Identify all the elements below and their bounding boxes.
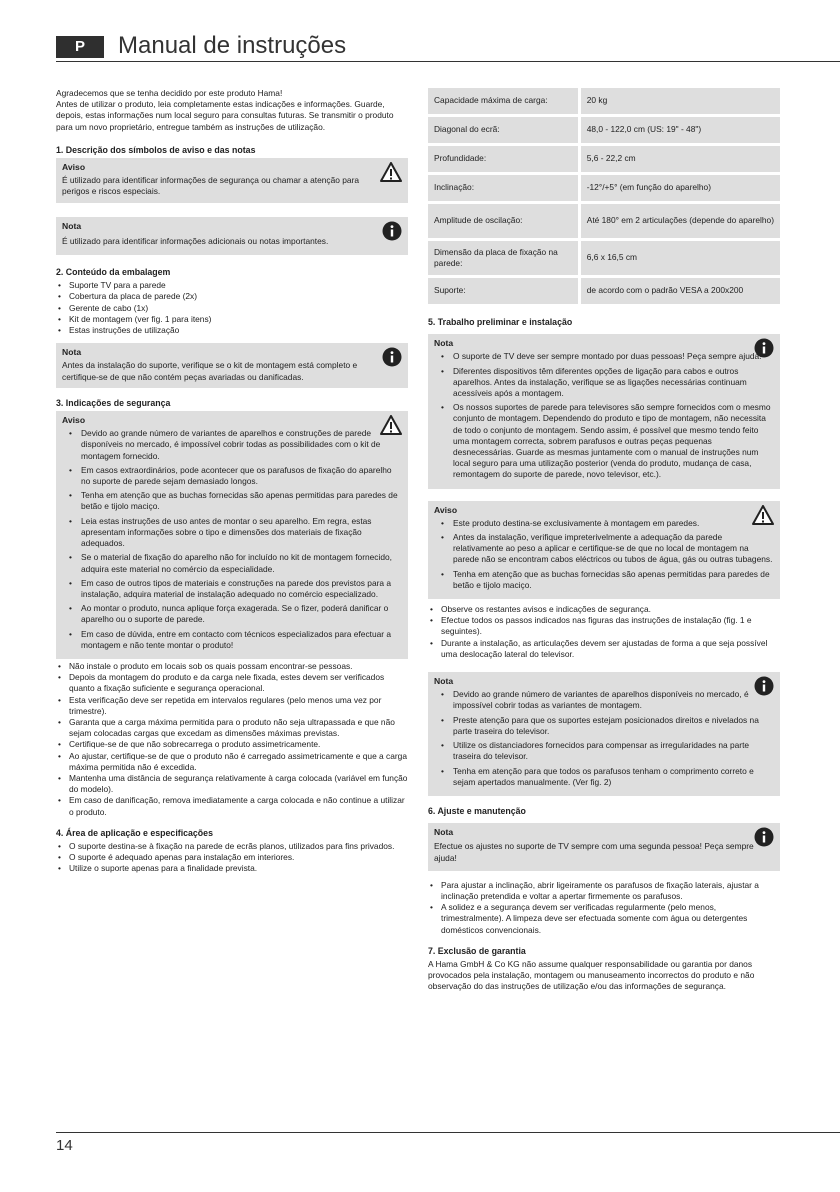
spec-value: 48,0 - 122,0 cm (US: 19" - 48"): [579, 116, 780, 145]
section-6-heading: 6. Ajuste e manutenção: [428, 805, 526, 816]
list-item: • Durante a instalação, as articulações devem ser ajustadas de forma a que seja possível uma deslocação lateral do televisor.: [428, 638, 780, 660]
info-icon: [382, 347, 402, 370]
safety-list: [56, 661, 408, 818]
list-item: • Efectue todos os passos indicados nas figuras das instruções de instalação (fig. 1 e seguintes).: [428, 615, 780, 637]
list-item: • Em casos extraordinários, pode acontecer que os parafusos de fixação do aparelho no suporte de parede sejam demasiado longos.: [62, 465, 402, 487]
warning-box-title: Aviso: [434, 504, 458, 515]
section-2-heading: 2. Conteúdo da embalagem: [56, 267, 171, 278]
spec-key: Amplitude de oscilação:: [428, 203, 579, 240]
note-box: [428, 672, 780, 796]
page-title: Manual de instruções: [118, 32, 347, 59]
list-item: • Em caso de dúvida, entre em contacto com técnicos especializados para efectuar a montagem e não tente montar o produto!: [62, 629, 402, 651]
warning-box-text: É utilizado para identificar informações de segurança ou chamar a atenção para perigos e riscos especiais.: [62, 175, 360, 197]
intro-line-2: Antes de utilizar o produto, leia completamente estas indicações e informações. Guarde, depois, estas informações num local seguro para consultas futuras. Se transmitir o produto para um novo proprietário, entregue também as instruções de utilização.: [56, 99, 394, 132]
package-contents-list: [56, 280, 408, 336]
section-4-heading: 4. Área de aplicação e especificações: [56, 827, 213, 838]
list-item: • Em caso de outros tipos de materiais e construções na parede dos previstos para a instalação, adquira material de instalação adequado no comércio especializado.: [62, 578, 402, 600]
section-7-heading: 7. Exclusão de garantia: [428, 945, 526, 956]
info-icon: [382, 221, 402, 244]
table-row: [428, 240, 780, 277]
note-box-text: É utilizado para identificar informações adicionais ou notas importantes.: [62, 235, 329, 246]
list-item: • Garanta que a carga máxima permitida para o produto não seja ultrapassada e que não sejam colocadas cargas que excedam as dimensões máximas previstas.: [56, 717, 408, 739]
list-item: • Tenha em atenção para que todos os parafusos tenham o comprimento correto e sejam apertados manualmente. (Ver fig. 2): [434, 766, 774, 788]
list-item: • Ao ajustar, certifique-se de que o produto não é carregado assimetricamente e que a carga máxima permitida não é excedida.: [56, 751, 408, 773]
list-item: • Este produto destina-se exclusivamente à montagem em paredes.: [434, 518, 774, 529]
spec-value: 5,6 - 22,2 cm: [579, 145, 780, 174]
spec-key: Profundidade:: [428, 145, 579, 174]
table-row: [428, 88, 780, 116]
list-item: • Devido ao grande número de variantes de aparelhos disponíveis no mercado, é impossível cobrir todas as variantes de montagem.: [434, 689, 774, 711]
warning-box: [56, 158, 408, 203]
list-item: • Esta verificação deve ser repetida em intervalos regulares (pelo menos uma vez por trimestre).: [56, 695, 408, 717]
list-item: • Não instale o produto em locais sob os quais possam encontrar-se pessoas.: [56, 661, 408, 672]
spec-value: Até 180° em 2 articulações (depende do aparelho): [579, 203, 780, 240]
maintenance-list: [428, 880, 780, 936]
note-box: [56, 217, 408, 255]
installation-warning-list: [434, 518, 774, 591]
spec-key: Suporte:: [428, 277, 579, 306]
table-row: [428, 174, 780, 203]
spec-value: 20 kg: [579, 88, 780, 116]
spec-key: Capacidade máxima de carga:: [428, 88, 579, 116]
spec-key: Inclinação:: [428, 174, 579, 203]
list-item: • Para ajustar a inclinação, abrir ligeiramente os parafusos de fixação laterais, ajustar a inclinação pretendida e voltar a apertar firmemente os parafusos.: [428, 880, 780, 902]
note-box: [428, 823, 780, 871]
safety-warning-list: [62, 428, 402, 651]
table-row: [428, 145, 780, 174]
list-item: • Preste atenção para que os suportes estejam posicionados direitos e nivelados na parte traseira do televisor.: [434, 715, 774, 737]
table-row: [428, 116, 780, 145]
section-1-heading: 1. Descrição dos símbolos de aviso e das notas: [56, 144, 256, 155]
spec-key: Diagonal do ecrã:: [428, 116, 579, 145]
warranty-text: A Hama GmbH & Co KG não assume qualquer responsabilidade ou garantia por danos provocados pela instalação, montagem ou manuseamento incorrectos do produto e não observação do das instruções de utilização e/ou das informações de segurança.: [428, 958, 755, 992]
note-box: [428, 334, 780, 488]
list-item: • Utilize os distanciadores fornecidos para compensar as irregularidades na parte traseira do televisor.: [434, 740, 774, 762]
warning-triangle-icon: [380, 162, 402, 185]
list-item: • Tenha em atenção que as buchas fornecidas são apenas permitidas para paredes de betão e tijolo maciço.: [62, 490, 402, 512]
warning-box-title: Aviso: [62, 162, 86, 173]
list-item: • Estas instruções de utilização: [56, 325, 408, 336]
left-column: [56, 88, 408, 875]
list-item: • Gerente de cabo (1x): [56, 303, 408, 314]
page-number: 14: [56, 1137, 73, 1154]
preliminary-note-list: [434, 351, 774, 480]
list-item: • Se o material de fixação do aparelho não for incluído no kit de montagem fornecido, adquira este material no comércio da especialidade.: [62, 552, 402, 574]
section-5-heading: 5. Trabalho preliminar e instalação: [428, 317, 573, 327]
note-box-title: Nota: [434, 827, 454, 838]
list-item: • Leia estas instruções de uso antes de montar o seu aparelho. Em regra, estas apresentam informações sobre o tipo e dimensões dos materiais de fixação adequados.: [62, 516, 402, 550]
list-item: • Depois da montagem do produto e da carga nele fixada, estes devem ser verificados quanto a fixação suficiente e segurança operacional.: [56, 672, 408, 694]
spec-value: de acordo com o padrão VESA a 200x200: [579, 277, 780, 306]
list-item: • A solidez e a segurança devem ser verificadas regularmente (pelo menos, trimestralmente). A limpeza deve ser efectuada somente com água ou detergentes domésticos convencionais.: [428, 902, 780, 936]
warning-box: [56, 411, 408, 659]
list-item: • Em caso de danificação, remova imediatamente a carga colocada e não continue a utilizar o produto.: [56, 795, 408, 817]
list-item: • Suporte TV para a parede: [56, 280, 408, 291]
list-item: • Antes da instalação, verifique impreterivelmente a adequação da parede relativamente ao peso a aplicar e certifique-se de que no local de montagem na parede não se encontram cabos eléctricos ou tubos de água, gás ou outras tubagens.: [434, 532, 774, 566]
list-item: • Utilize o suporte apenas para a finalidade prevista.: [56, 863, 408, 874]
spec-value: -12°/+5° (em função do aparelho): [579, 174, 780, 203]
spec-value: 6,6 x 16,5 cm: [579, 240, 780, 277]
table-row: [428, 203, 780, 240]
list-item: • Cobertura da placa de parede (2x): [56, 291, 408, 302]
list-item: • Ao montar o produto, nunca aplique força exagerada. Se o fizer, poderá danificar o aparelho ou o suporte de parede.: [62, 603, 402, 625]
footer-divider: [56, 1132, 840, 1133]
note-box-text: Efectue os ajustes no suporte de TV sempre com uma segunda pessoa! Peça sempre ajuda!: [434, 841, 754, 863]
header-divider: [56, 61, 840, 62]
list-item: • Diferentes dispositivos têm diferentes opções de ligação para cabos e outros aparelhos. Antes da instalação, verifique se as ligações necessárias continuam acessíveis após a montagem.: [434, 366, 774, 400]
list-item: • Mantenha uma distância de segurança relativamente à carga colocada (variável em função do modelo).: [56, 773, 408, 795]
list-item: • Devido ao grande número de variantes de aparelhos e construções de parede disponíveis no mercado, é impossível cobrir todas as possibilidades com o kit de montagem fornecido.: [62, 428, 402, 462]
language-badge: P: [56, 36, 104, 58]
list-item: • Kit de montagem (ver fig. 1 para itens): [56, 314, 408, 325]
list-item: • Tenha em atenção que as buchas fornecidas são apenas permitidas para paredes de betão e tijolo maciço.: [434, 569, 774, 591]
specifications-table: [428, 88, 780, 307]
info-icon: [754, 827, 774, 850]
installation-list: [428, 604, 780, 660]
warning-box: [428, 501, 780, 599]
application-list: [56, 841, 408, 875]
intro-line-1: Agradecemos que se tenha decidido por este produto Hama!: [56, 88, 283, 98]
table-row: [428, 277, 780, 306]
section-3-heading: 3. Indicações de segurança: [56, 397, 171, 408]
list-item: • O suporte é adequado apenas para instalação em interiores.: [56, 852, 408, 863]
note-box-title: Nota: [62, 347, 82, 358]
note-box-text: Antes da instalação do suporte, verifique se o kit de montagem está completo e certifique-se de que não contém peças avariadas ou danificadas.: [62, 360, 358, 382]
list-item: • O suporte destina-se à fixação na parede de ecrãs planos, utilizados para fins privados.: [56, 841, 408, 852]
mounting-note-list: [434, 689, 774, 788]
list-item: • Os nossos suportes de parede para televisores são sempre fornecidos com o mesmo conjunto de montagem. Dependendo do produto e tipo de montagem, não necessita de todo o conjunto de montagem. Sendo assim, é possível que mesmo tendo feito uma montagem correcta, sobrem parafusos e outras peças pequenas desnecessárias. Guarde as mesmas juntamente com o manual de instruções num local seguro para uma utilização posterior (venda do produto, mudança de casa, remontagem do suporte de parede, novo televisor, etc.).: [434, 402, 774, 480]
note-box-title: Nota: [434, 676, 454, 687]
right-column: [428, 88, 780, 993]
list-item: • O suporte de TV deve ser sempre montado por duas pessoas! Peça sempre ajuda!: [434, 351, 774, 362]
note-box-title: Nota: [434, 338, 454, 349]
note-box-title: Nota: [62, 220, 82, 231]
note-box: [56, 343, 408, 388]
warning-box-title: Aviso: [62, 415, 86, 426]
spec-key: Dimensão da placa de fixação na parede:: [428, 240, 579, 277]
list-item: • Observe os restantes avisos e indicações de segurança.: [428, 604, 780, 615]
list-item: • Certifique-se de que não sobrecarrega o produto assimetricamente.: [56, 739, 408, 750]
